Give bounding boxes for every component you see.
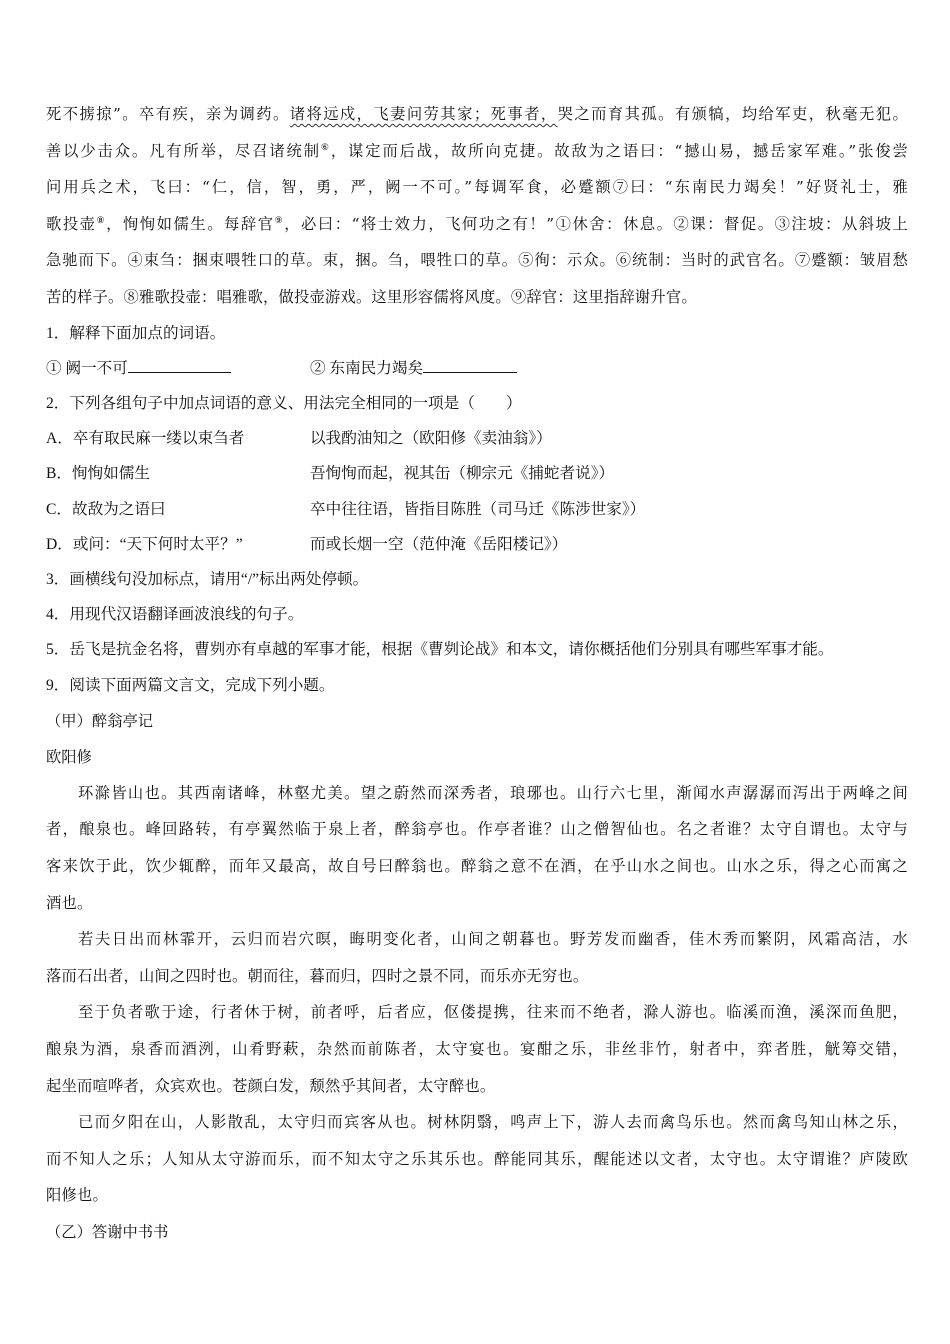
paragraph-line: 环滁皆山也。其西南诸峰，林壑尤美。望之蔚然而深秀者，琅琊也。山行六七里，渐闻水声潺潺而泻出于两峰之间 (78, 783, 908, 802)
document-page (46, 96, 908, 1250)
paragraph-4 (46, 1104, 908, 1214)
question-2-option-d[interactable] (46, 527, 908, 562)
option-left: C．故敌为之语曰 (46, 500, 166, 518)
option-right: 以我酌油知之（欧阳修《卖油翁》） (310, 430, 552, 448)
question-9: 9．阅读下面两篇文言文，完成下列小题。 (46, 676, 335, 694)
question-2-option-b[interactable] (46, 456, 908, 491)
question-2: 2．下列各组句子中加点词语的意义、用法完全相同的一项是（ ） (46, 394, 522, 412)
passage-yi-title: （乙）答谢中书书 (46, 1222, 169, 1241)
paragraph-1 (46, 775, 908, 921)
paragraph-2 (46, 921, 908, 994)
passage-line-3: 问用兵之术，飞曰：“仁，信，智，勇，严，阙一不可。”每调军食，必蹙额⑦曰：“东南民力竭矣！”好贤礼士，雅 (46, 178, 908, 197)
passage-jia-title: （甲）醉翁亭记 (46, 711, 154, 730)
option-left: D．或问：“天下何时太平？” (46, 535, 243, 553)
question-1-item-a: ① 阙一不可 (46, 359, 128, 377)
option-left: B．恂恂如儒生 (46, 465, 150, 483)
passage-line-5: 急驰而下。④束刍：捆束喂牲口的草。束，捆。刍，喂牲口的草。⑤徇：示众。⑥统制：当时的武官名。⑦蹙额：皱眉愁 (46, 251, 908, 270)
passage-line-2 (46, 133, 908, 170)
option-left: A．卒有取民麻一缕以束刍者 (46, 430, 245, 448)
text-segment: 歌投壶 (46, 214, 97, 233)
paragraph-line: 阳修也。 (46, 1186, 108, 1205)
question-5: 5．岳飞是抗金名将，曹刿亦有卓越的军事才能，根据《曹刿论战》和本文，请你概括他们分别具有哪些军事才能。 (46, 641, 834, 659)
option-right: 而或长烟一空（范仲淹《岳阳楼记》） (310, 535, 568, 553)
footnote-marker: ⑥ (320, 142, 331, 153)
option-right: 吾恂恂而起，视其缶（柳宗元《捕蛇者说》） (310, 465, 615, 483)
passage-jia-author: 欧阳修 (46, 747, 92, 766)
text-segment: 哭之而育其孤。有颁犒，均给军吏，秋毫无犯。 (557, 105, 909, 123)
text-segment: ，必曰：“将士效力，飞何功之有！”①休舍：休息。②课：督促。③注坡：从斜坡上 (284, 214, 908, 233)
passage-line-1 (46, 96, 908, 133)
passage-line-4 (46, 206, 908, 243)
question-3: 3．画横线句没加标点，请用“/”标出两处停顿。 (46, 570, 369, 588)
paragraph-line: 客来饮于此，饮少辄醉，而年又最高，故自号曰醉翁也。醉翁之意不在酒，在乎山水之间也。山水之乐，得之心而寓之 (46, 856, 908, 875)
question-4: 4．用现代汉语翻译画波浪线的句子。 (46, 606, 304, 624)
text-segment: ，恂恂如儒生。每辞官 (106, 214, 275, 233)
paragraph-line: 至于负者歌于途，行者休于树，前者呼，后者应，伛偻提携，往来而不绝者，滁人游也。临溪而渔，溪深而鱼肥， (78, 1003, 908, 1022)
text-segment: ，谋定而后战，故所向克捷。故敌为之语曰：“撼山易，撼岳家军难。”张俊尝 (330, 141, 908, 160)
passage-line-6: 苦的样子。⑧雅歌投壶：唱雅歌，做投壶游戏。这里形容儒将风度。⑨辞官：这里指辞谢升官。 (46, 287, 697, 306)
question-1-item-b: ② 东南民力竭矣 (310, 359, 424, 377)
question-2-option-a[interactable] (46, 421, 908, 456)
text-segment: 善以少击众。凡有所举，尽召诸统制 (46, 141, 321, 160)
question-1-items (46, 351, 908, 386)
paragraph-line: 酒也。 (46, 893, 93, 912)
footnote-marker: ⑧ (96, 215, 107, 226)
question-2-option-c[interactable] (46, 492, 908, 527)
option-right: 卒中往往语，皆指目陈胜（司马迁《陈涉世家》） (310, 500, 646, 518)
answer-blank-1[interactable] (128, 359, 231, 373)
paragraph-line: 已而夕阳在山，人影散乱，太守归而宾客从也。树林阴翳，鸣声上下，游人去而禽鸟乐也。然而禽鸟知山林之乐， (78, 1113, 908, 1132)
paragraph-line: 若夫日出而林霏开，云归而岩穴暝，晦明变化者，山间之朝暮也。野芳发而幽香，佳木秀而繁阴，风霜高洁，水 (78, 930, 908, 949)
question-1: 1．解释下面加点的词语。 (46, 324, 226, 342)
wavy-underlined-sentence: 诸将远戍，飞妻问劳其家；死事者， (289, 105, 558, 123)
paragraph-line: 而不知人之乐；人知从太守游而乐，而不知太守之乐其乐也。醉能同其乐，醒能述以文者，太守也。太守谓谁？庐陵欧 (46, 1149, 908, 1168)
footnote-marker: ⑨ (274, 215, 285, 226)
answer-blank-2[interactable] (423, 359, 517, 373)
paragraph-line: 起坐而喧哗者，众宾欢也。苍颜白发，颓然乎其间者，太守醉也。 (46, 1076, 496, 1095)
paragraph-line: 者，酿泉也。峰回路转，有亭翼然临于泉上者，醉翁亭也。作亭者谁？山之僧智仙也。名之者谁？太守自谓也。太守与 (46, 820, 908, 839)
paragraph-line: 酿泉为酒，泉香而酒洌，山肴野蔌，杂然而前陈者，太守宴也。宴酣之乐，非丝非竹，射者中，弈者胜，觥筹交错， (46, 1039, 908, 1058)
paragraph-line: 落而石出者，山间之四时也。朝而往，暮而归，四时之景不同，而乐亦无穷也。 (46, 966, 589, 985)
text-segment: 死不掳掠”。卒有疾，亲为调药。 (46, 105, 290, 123)
paragraph-3 (46, 994, 908, 1104)
